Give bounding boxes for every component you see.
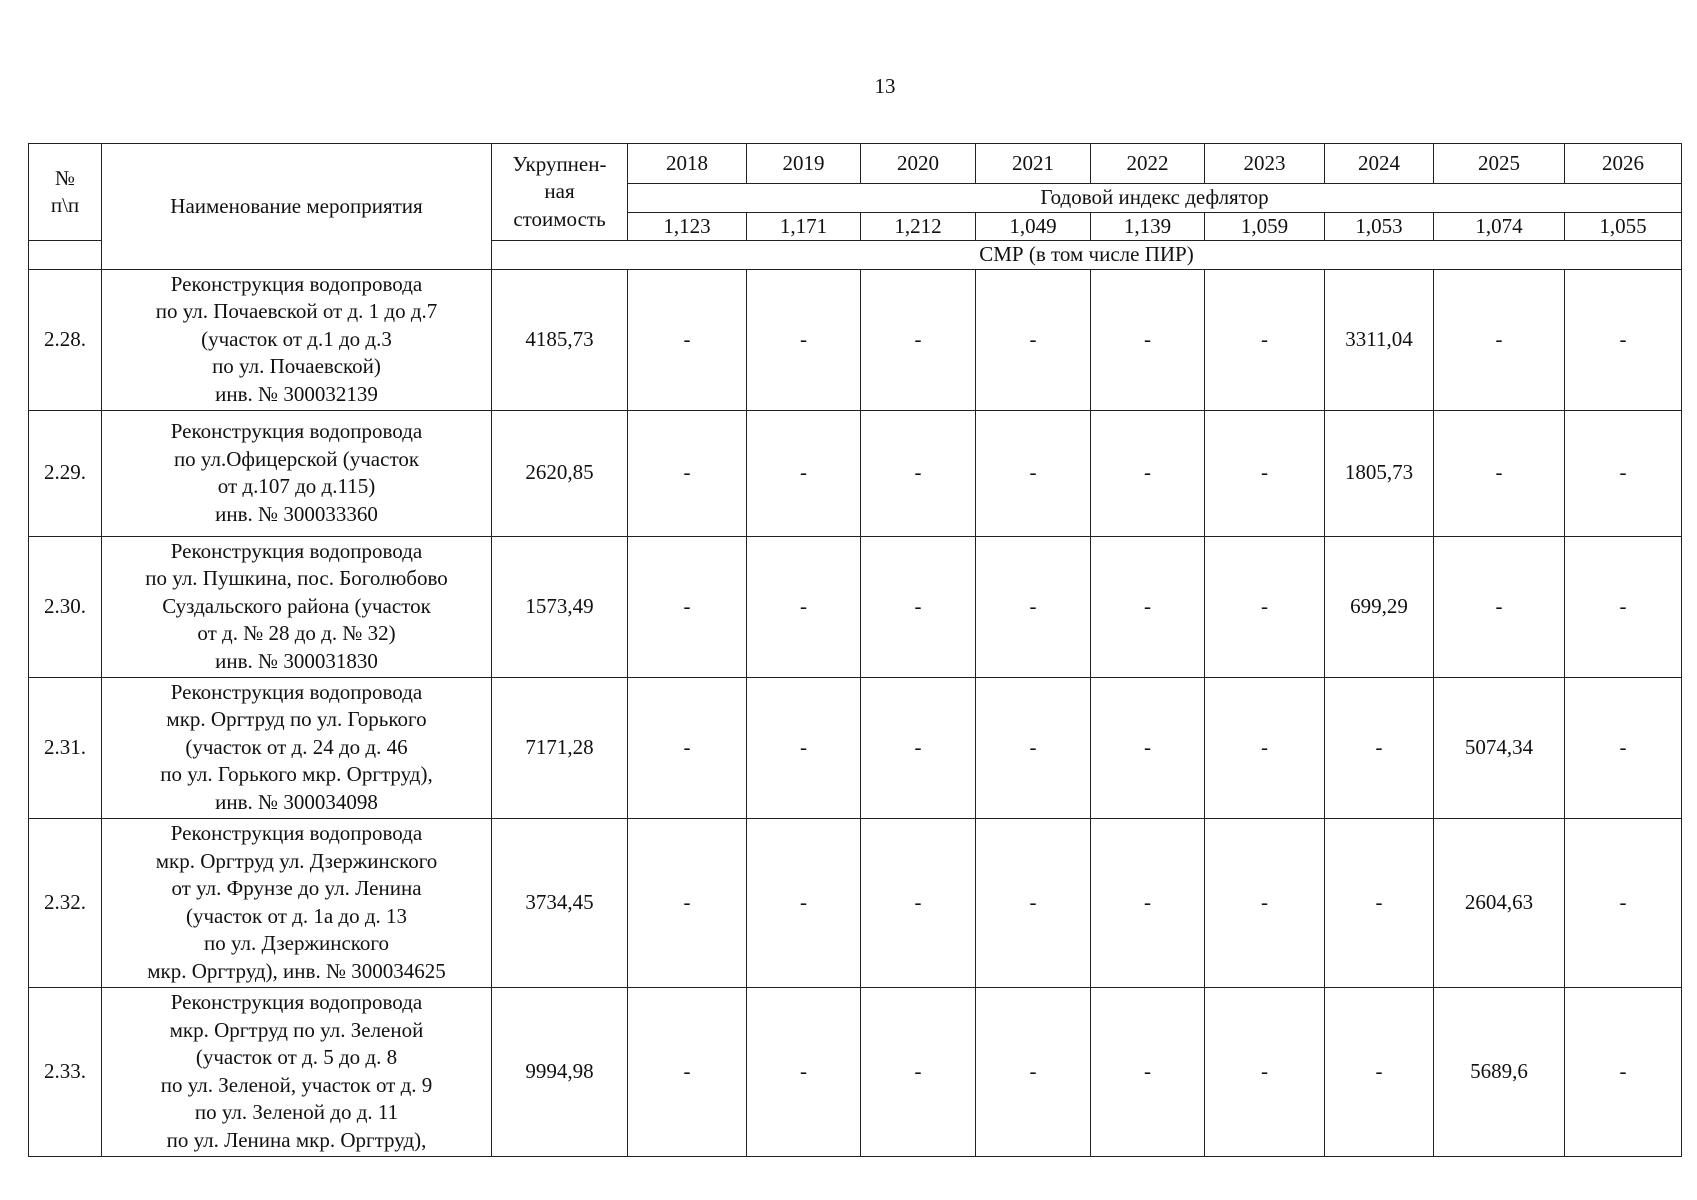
row-description: [102, 410, 492, 536]
deflator-2024: 1,053: [1325, 212, 1434, 241]
year-value-2021: -: [976, 987, 1091, 1156]
year-value-2026: -: [1565, 536, 1682, 677]
year-value-2023: -: [1205, 269, 1325, 410]
description-line: Суздальского района (участок: [162, 593, 431, 618]
description-line: Реконструкция водопровода: [170, 679, 423, 704]
year-value-2022: -: [1091, 987, 1205, 1156]
deflator-label-cell: Годовой индекс дефлятор: [628, 184, 1682, 213]
description-line: по ул. Пушкина, пос. Боголюбово: [145, 566, 448, 591]
description-line: мкр. Оргтруд по ул. Горького: [166, 707, 427, 732]
description-line: Реконструкция водопровода: [170, 990, 423, 1014]
description-line: мкр. Оргтруд по ул. Зеленой: [169, 1017, 424, 1042]
year-value-2020: -: [861, 818, 976, 987]
row-cost: 1573,49: [492, 536, 628, 677]
table-row: [29, 536, 1682, 677]
description-line: от ул. Фрунзе до ул. Ленина: [171, 876, 422, 900]
deflator-2022: 1,139: [1091, 212, 1205, 241]
year-value-2025: 5689,6: [1434, 987, 1565, 1156]
year-value-2023: -: [1205, 410, 1325, 536]
year-value-2023: -: [1205, 987, 1325, 1156]
year-value-2021: -: [976, 410, 1091, 536]
year-value-2023: -: [1205, 536, 1325, 677]
row-cost: 9994,98: [492, 987, 628, 1156]
description-line: Реконструкция водопровода: [170, 419, 423, 443]
description-line: (участок от д. 24 до д. 46: [185, 734, 408, 759]
year-value-2025: -: [1434, 536, 1565, 677]
row-description: [102, 677, 492, 818]
row-number: 2.31.: [29, 677, 102, 818]
row-cost: 2620,85: [492, 410, 628, 536]
description-line: по ул. Дзержинского: [203, 931, 390, 955]
year-value-2020: -: [861, 677, 976, 818]
num-header-label-1: №: [54, 165, 76, 190]
year-value-2026: -: [1565, 677, 1682, 818]
cost-header-label-2: ная: [544, 179, 575, 204]
year-value-2024: -: [1325, 677, 1434, 818]
description-line: мкр. Оргтруд), инв. № 300034625: [147, 958, 446, 983]
deflator-2020: 1,212: [861, 212, 976, 241]
year-value-2019: -: [747, 818, 861, 987]
deflator-2021: 1,049: [976, 212, 1091, 241]
year-value-2020: -: [861, 987, 976, 1156]
row-description: [102, 987, 492, 1156]
year-value-2022: -: [1091, 818, 1205, 987]
year-value-2018: -: [628, 269, 747, 410]
table-row: [29, 269, 1682, 410]
year-value-2019: -: [747, 536, 861, 677]
row-number: 2.33.: [29, 987, 102, 1156]
deflator-2025: 1,074: [1434, 212, 1565, 241]
description-line: (участок от д. 5 до д. 8: [195, 1045, 398, 1069]
smr-label-cell: СМР (в том числе ПИР): [492, 241, 1682, 270]
row-number: 2.28.: [29, 269, 102, 410]
year-value-2021: -: [976, 677, 1091, 818]
year-value-2022: -: [1091, 677, 1205, 818]
year-value-2024: 699,29: [1325, 536, 1434, 677]
year-value-2018: -: [628, 536, 747, 677]
description-line: (участок от д. 1а до д. 13: [185, 903, 408, 928]
year-value-2023: -: [1205, 818, 1325, 987]
year-value-2025: -: [1434, 410, 1565, 536]
deflator-2018: 1,123: [628, 212, 747, 241]
year-value-2020: -: [861, 410, 976, 536]
year-value-2020: -: [861, 536, 976, 677]
year-header-2023: 2023: [1205, 144, 1325, 184]
row-description: [102, 818, 492, 987]
year-header-2024: 2024: [1325, 144, 1434, 184]
year-value-2018: -: [628, 818, 747, 987]
year-value-2019: -: [747, 410, 861, 536]
description-line: от д.107 до д.115): [217, 474, 376, 498]
num-header-cell: [29, 144, 102, 241]
year-value-2025: -: [1434, 269, 1565, 410]
description-line: по ул. Почаевской): [212, 354, 381, 379]
row-cost: 3734,45: [492, 818, 628, 987]
year-value-2024: 1805,73: [1325, 410, 1434, 536]
year-header-2020: 2020: [861, 144, 976, 184]
description-line: Реконструкция водопровода: [170, 821, 423, 845]
description-line: от д. № 28 до д. № 32): [197, 621, 396, 646]
year-header-2022: 2022: [1091, 144, 1205, 184]
year-value-2025: 5074,34: [1434, 677, 1565, 818]
description-line: Реконструкция водопровода: [170, 271, 423, 296]
year-header-2018: 2018: [628, 144, 747, 184]
year-value-2026: -: [1565, 818, 1682, 987]
deflator-2019: 1,171: [747, 212, 861, 241]
row-number: 2.29.: [29, 410, 102, 536]
num-header-label-2: п\п: [50, 193, 80, 217]
year-value-2021: -: [976, 536, 1091, 677]
description-line: по ул. Почаевской от д. 1 до д.7: [155, 299, 438, 324]
description-line: по ул.Офицерской (участок: [173, 446, 420, 471]
year-value-2020: -: [861, 269, 976, 410]
year-header-2026: 2026: [1565, 144, 1682, 184]
row-description: [102, 269, 492, 410]
year-value-2019: -: [747, 987, 861, 1156]
description-line: по ул. Ленина мкр. Оргтруд),: [166, 1127, 427, 1152]
deflator-2026: 1,055: [1565, 212, 1682, 241]
table-row: [29, 818, 1682, 987]
year-value-2024: -: [1325, 987, 1434, 1156]
year-value-2022: -: [1091, 536, 1205, 677]
table-row: [29, 987, 1682, 1156]
year-value-2019: -: [747, 677, 861, 818]
year-value-2021: -: [976, 818, 1091, 987]
row-cost: 7171,28: [492, 677, 628, 818]
year-value-2022: -: [1091, 269, 1205, 410]
year-value-2018: -: [628, 410, 747, 536]
year-value-2021: -: [976, 269, 1091, 410]
deflator-2023: 1,059: [1205, 212, 1325, 241]
cost-header-label-1: Укрупнен-: [512, 151, 607, 176]
table-row: [29, 677, 1682, 818]
page-number: 13: [874, 74, 896, 98]
description-line: по ул. Горького мкр. Оргтруд),: [160, 762, 433, 787]
year-value-2018: -: [628, 987, 747, 1156]
cost-header-label-3: стоимость: [513, 206, 606, 231]
year-header-2019: 2019: [747, 144, 861, 184]
year-value-2025: 2604,63: [1434, 818, 1565, 987]
cost-header-cell: [492, 144, 628, 241]
year-value-2026: -: [1565, 269, 1682, 410]
row-description: [102, 536, 492, 677]
year-header-2021: 2021: [976, 144, 1091, 184]
year-header-2025: 2025: [1434, 144, 1565, 184]
header-row-years: [29, 144, 1682, 184]
description-line: Реконструкция водопровода: [170, 538, 423, 563]
investment-table: [28, 143, 1682, 1157]
year-value-2022: -: [1091, 410, 1205, 536]
description-line: инв. № 300033360: [215, 501, 378, 526]
table-row: [29, 410, 1682, 536]
year-value-2018: -: [628, 677, 747, 818]
description-line: инв. № 300031830: [215, 648, 378, 673]
year-value-2024: 3311,04: [1325, 269, 1434, 410]
description-line: по ул. Зеленой до д. 11: [194, 1100, 399, 1124]
description-line: мкр. Оргтруд ул. Дзержинского: [155, 848, 438, 873]
year-value-2026: -: [1565, 410, 1682, 536]
name-header-cell: Наименование мероприятия: [102, 144, 492, 270]
year-value-2023: -: [1205, 677, 1325, 818]
description-line: по ул. Зеленой, участок от д. 9: [160, 1072, 433, 1097]
row-cost: 4185,73: [492, 269, 628, 410]
num-header-blank: [29, 241, 102, 270]
row-number: 2.32.: [29, 818, 102, 987]
description-line: (участок от д.1 до д.3: [201, 326, 392, 351]
description-line: инв. № 300034098: [215, 789, 378, 814]
year-value-2026: -: [1565, 987, 1682, 1156]
year-value-2024: -: [1325, 818, 1434, 987]
year-value-2019: -: [747, 269, 861, 410]
row-number: 2.30.: [29, 536, 102, 677]
description-line: инв. № 300032139: [215, 381, 378, 406]
